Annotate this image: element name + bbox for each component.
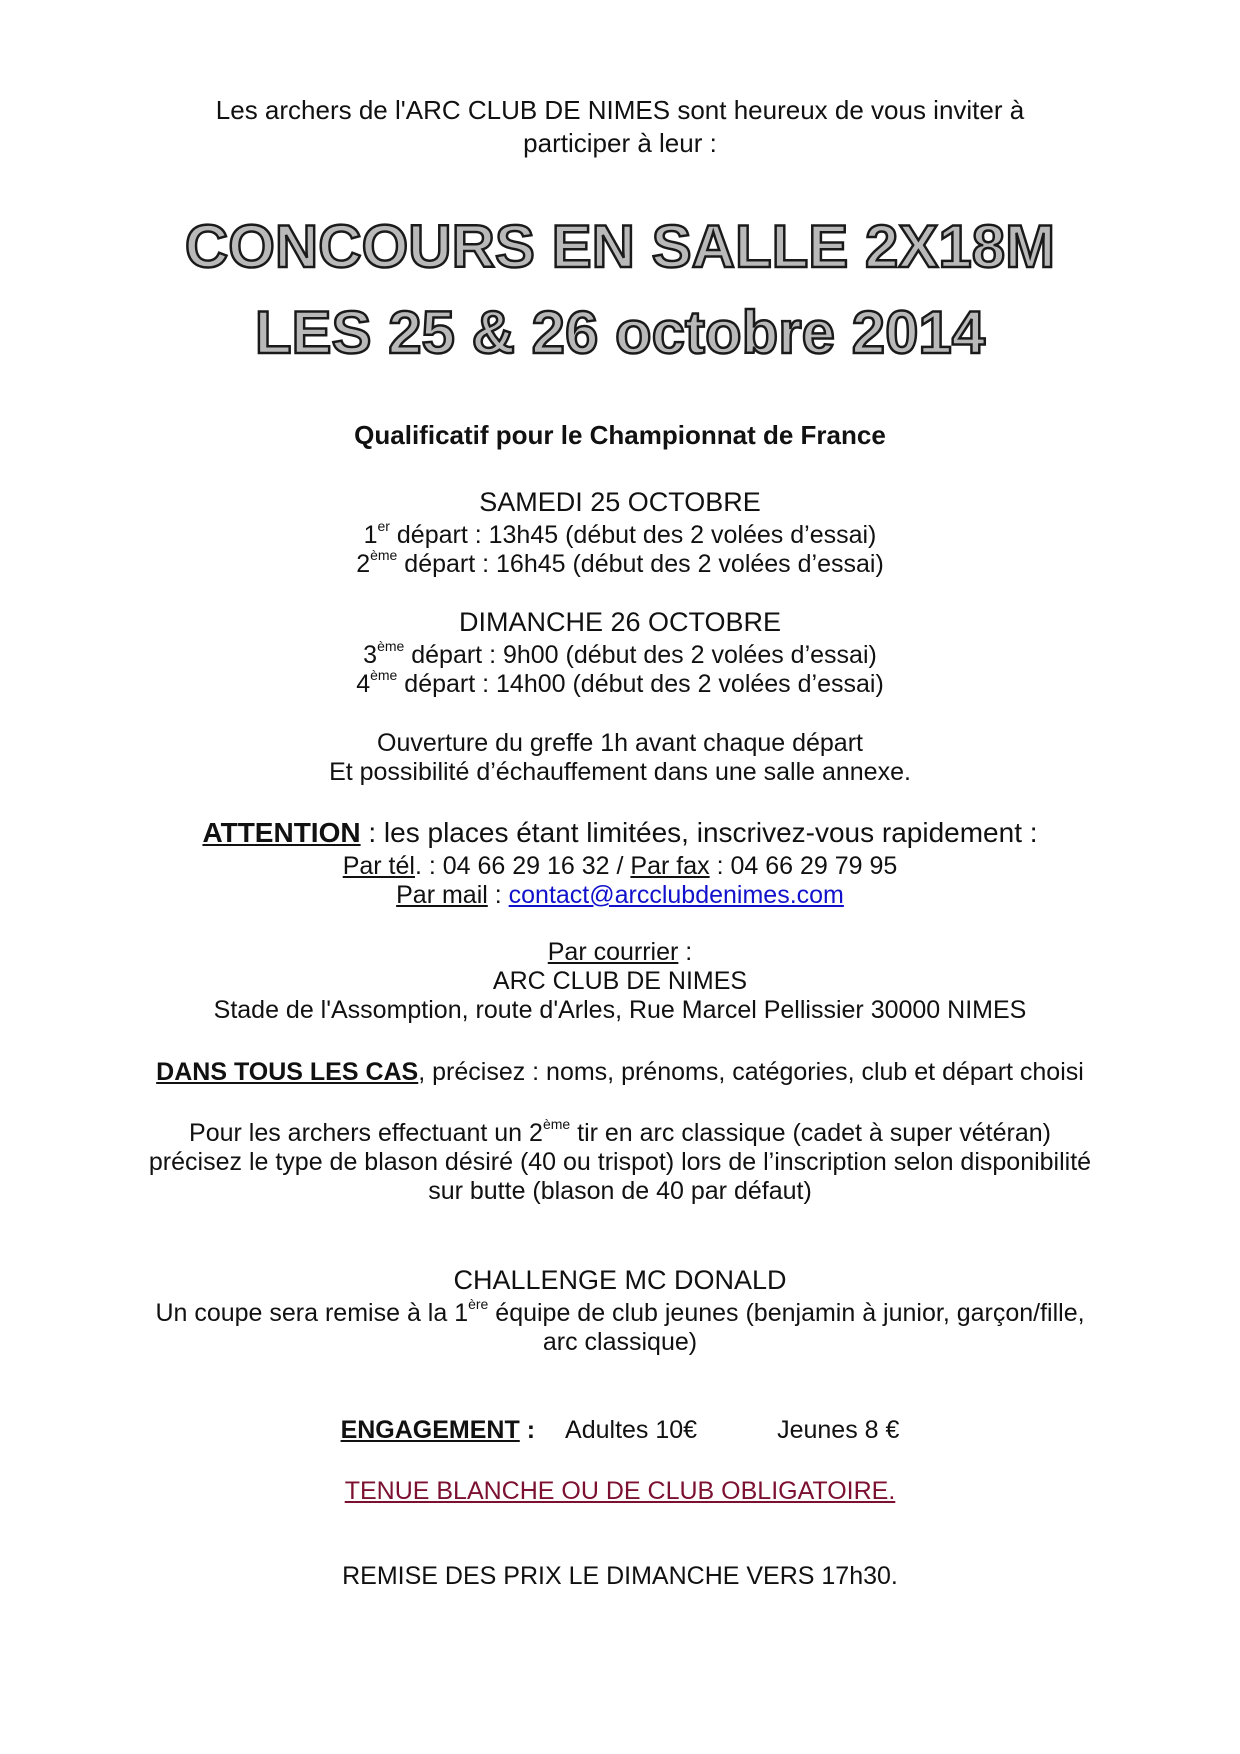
email-link[interactable]: contact@arcclubdenimes.com bbox=[508, 881, 844, 909]
mail-line: Par mail : contact@arcclubdenimes.com bbox=[396, 881, 844, 909]
second-shot-line-1: Pour les archers effectuant un 2ème tir en arc classique (cadet à super vétéran) bbox=[189, 1115, 1051, 1147]
attention-line: ATTENTION : les places étant limitées, inscrivez-vous rapidement : bbox=[202, 817, 1038, 848]
phone-fax-line: Par tél. : 04 66 29 16 32 / Par fax : 04 66 29 79 95 bbox=[342, 852, 898, 880]
start-4: 4ème départ : 14h00 (début des 2 volées d’essai) bbox=[356, 666, 884, 698]
main-title-line-2: LES 25 & 26 octobre 2014 bbox=[254, 299, 986, 366]
qualification-note: Qualificatif pour le Championnat de France bbox=[354, 420, 886, 450]
price-youth: Jeunes 8 € bbox=[777, 1416, 900, 1444]
start-2: 2ème départ : 16h45 (début des 2 volées d’essai) bbox=[356, 546, 884, 578]
all-cases-line: DANS TOUS LES CAS, précisez : noms, prénoms, catégories, club et départ choisi bbox=[156, 1058, 1084, 1086]
club-name: ARC CLUB DE NIMES bbox=[492, 967, 748, 995]
intro-line-1: Les archers de l'ARC CLUB DE NIMES sont heureux de vous inviter à bbox=[215, 95, 1025, 125]
prize-giving: REMISE DES PRIX LE DIMANCHE VERS 17h30. bbox=[342, 1562, 898, 1590]
dress-code: TENUE BLANCHE OU DE CLUB OBLIGATOIRE. bbox=[344, 1477, 896, 1505]
second-shot-line-2: précisez le type de blason désiré (40 ou trispot) lors de l’inscription selon disponibilité bbox=[148, 1148, 1092, 1176]
main-title-line-1: CONCOURS EN SALLE 2X18M bbox=[184, 213, 1056, 280]
attention-label: ATTENTION bbox=[202, 817, 361, 848]
challenge-title: CHALLENGE MC DONALD bbox=[453, 1265, 787, 1295]
phone-label: Par tél bbox=[342, 852, 415, 880]
engagement-label: ENGAGEMENT bbox=[340, 1416, 520, 1444]
second-shot-line-3: sur butte (blason de 40 par défaut) bbox=[428, 1177, 812, 1205]
greffe-line-2: Et possibilité d’échauffement dans une salle annexe. bbox=[329, 758, 911, 786]
challenge-line-1: Un coupe sera remise à la 1ère équipe de club jeunes (benjamin à junior, garçon/fille, bbox=[155, 1295, 1085, 1327]
start-1: 1er départ : 13h45 (début des 2 volées d’essai) bbox=[363, 517, 877, 549]
start-3: 3ème départ : 9h00 (début des 2 volées d’essai) bbox=[363, 637, 877, 669]
challenge-line-2: arc classique) bbox=[542, 1328, 698, 1356]
engagement-line: ENGAGEMENT : Adultes 10€ Jeunes 8 € bbox=[340, 1416, 900, 1444]
sunday-heading: DIMANCHE 26 OCTOBRE bbox=[458, 607, 782, 637]
price-adults: Adultes 10€ bbox=[565, 1416, 698, 1444]
courrier-heading: Par courrier : bbox=[547, 938, 693, 966]
intro-line-2: participer à leur : bbox=[523, 128, 717, 158]
greffe-line-1: Ouverture du greffe 1h avant chaque départ bbox=[377, 729, 863, 757]
mail-label: Par mail bbox=[396, 881, 488, 909]
club-address: Stade de l'Assomption, route d'Arles, Rue Marcel Pellissier 30000 NIMES bbox=[213, 996, 1027, 1024]
saturday-heading: SAMEDI 25 OCTOBRE bbox=[479, 487, 761, 517]
fax-label: Par fax bbox=[630, 852, 710, 880]
